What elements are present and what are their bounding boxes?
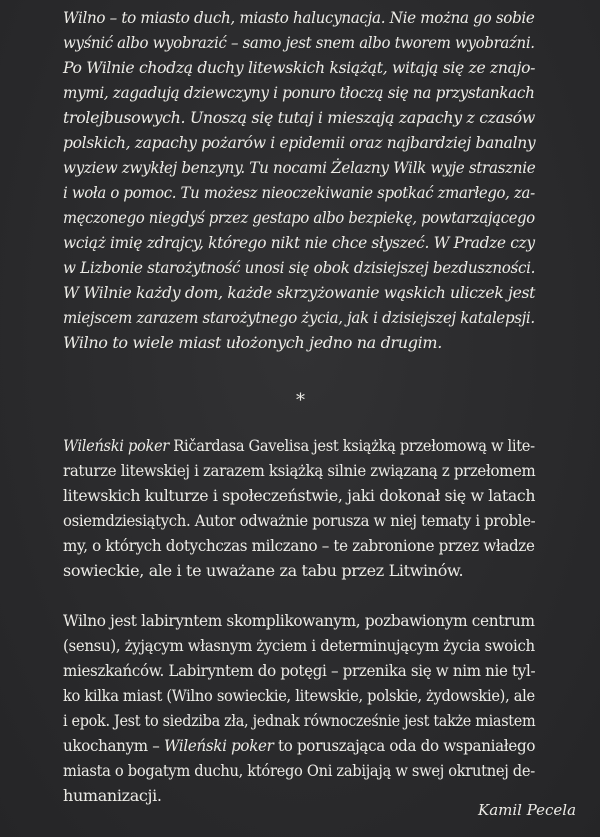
text-line: męczonego niegdyś przez gestapo albo bezpiekę, powtarzającego (63, 208, 535, 227)
text-line (63, 436, 535, 456)
text-line: osiemdziesiątych. Autor odważnie porusza w niej tematy i proble- (63, 511, 536, 530)
text-line: Wilno – to miasto duch, miasto halucynacja. Nie można go sobie (63, 8, 535, 27)
text-line: Wilno jest labiryntem skomplikowanym, pozbawionym centrum (63, 611, 535, 630)
text-line: w Lizbonie starożytność unosi się obok dzisiejszej bezduszności. (63, 258, 536, 277)
text-line: wciąż imię zdrajcy, którego nikt nie chce słyszeć. W Pradze czy (63, 233, 535, 252)
text-line: wyziew zwykłej benzyny. Tu nocami Żelazny Wilk wyje strasznie (63, 158, 536, 177)
text-line: miejscem zarazem starożytnego życia, jak i dzisiejszej katalepsji. (63, 308, 535, 327)
text-span: Ričardasa Gavelisa jest książką przełomową w lite- (168, 436, 535, 455)
text-line: mieszkańców. Labiryntem do potęgi – przenika się w nim nie tyl- (63, 661, 536, 680)
text-line: Wilno to wiele miast ułożonych jedno na drugim. (63, 333, 442, 352)
section-separator: * (296, 390, 305, 411)
text-line: W Wilnie każdy dom, każde skrzyżowanie wąskich uliczek jest (63, 283, 536, 302)
text-line: Po Wilnie chodzą duchy litewskich książąt, witają się ze znajo- (63, 58, 536, 77)
text-line: my, o których dotychczas milczano – te zabronione przez władze (63, 536, 535, 555)
text-line: i epok. Jest to siedziba zła, jednak równocześnie jest także miastem (63, 711, 536, 730)
text-line: trolejbusowych. Unoszą się tutaj i mieszają zapachy z czasów (63, 108, 535, 127)
text-line: humanizacji. (63, 786, 162, 805)
text-line: litewskich kulturze i społeczeństwie, jaki dokonał się w latach (63, 486, 536, 505)
text-line: miasta o bogatym duchu, którego Oni zabijają w swej okrutnej de- (63, 761, 535, 780)
text-line: i woła o pomoc. Tu możesz nieoczekiwanie spotkać zmarłego, za- (63, 183, 535, 202)
text-line (63, 736, 535, 756)
text-line: sowieckie, ale i te uważane za tabu przez Litwinów. (63, 561, 464, 580)
author-signature: Kamil Pecela (478, 801, 577, 819)
text-line: wyśnić albo wyobrazić – samo jest snem albo tworem wyobraźni. (63, 33, 535, 52)
text-line: polskich, zapachy pożarów i epidemii oraz najbardziej banalny (63, 133, 536, 152)
text-line: mymi, zagadują dziewczyny i ponuro tłoczą się na przystankach (63, 83, 535, 102)
book-title: Wileński poker (163, 736, 274, 755)
text-line: (sensu), żyjącym własnym życiem i determinującym życia swoich (63, 636, 535, 655)
text-span: to poruszająca oda do wspaniałego (273, 736, 536, 755)
text-span: ukochanym – (63, 736, 164, 755)
text-line: ko kilka miast (Wilno sowieckie, litewskie, polskie, żydowskie), ale (63, 686, 535, 705)
text-line: raturze litewskiej i zarazem książką silnie związaną z przełomem (63, 461, 536, 480)
book-title: Wileński poker (63, 436, 169, 455)
